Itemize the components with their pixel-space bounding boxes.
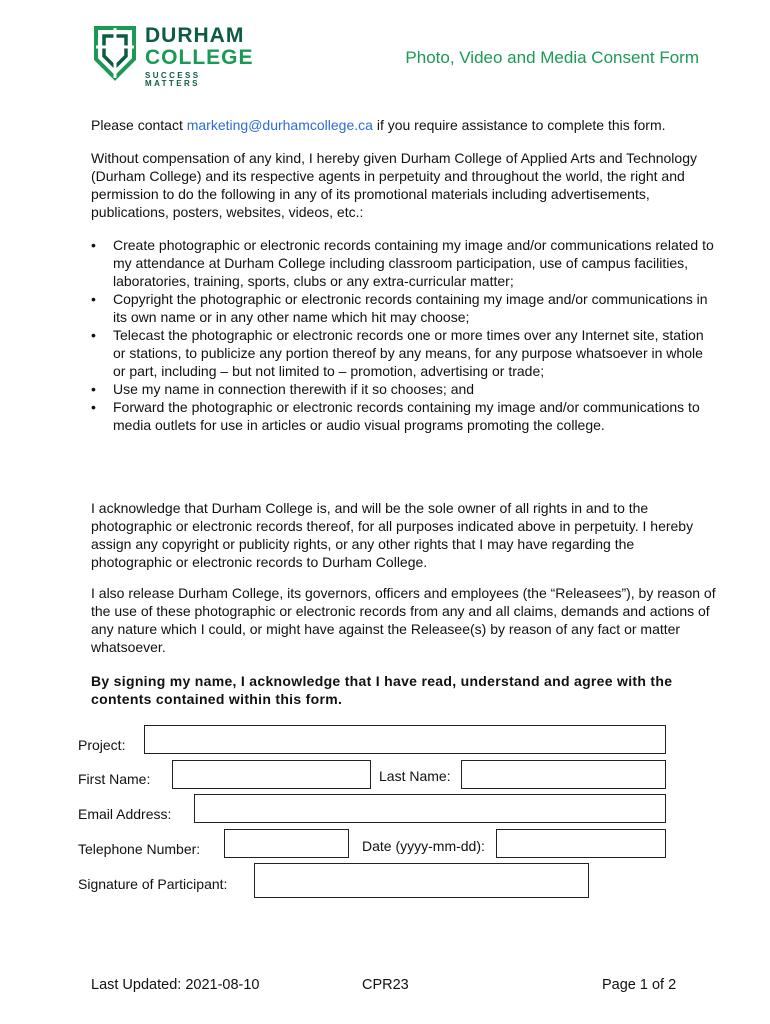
list-item: • Copyright the photographic or electronic records containing my image and/or communications in its own name or in any other name which hit may choose; [91,290,716,326]
intro-paragraph: Without compensation of any kind, I hereby given Durham College of Applied Arts and Technology (Durham College) and its respective agents in perpetuity and throughout the world, the right and permission to do the following in any of its promotional materials including advertisements, publications, posters, websites, videos, etc.: [91,150,697,220]
first-name-input[interactable] [172,760,371,789]
list-item: • Forward the photographic or electronic records containing my image and/or communications to media outlets for use in articles or audio visual programs promoting the college. [91,398,716,434]
list-item: • Create photographic or electronic records containing my image and/or communications related to my attendance at Durham College including classroom participation, use of campus facilities, laboratories, training, sports, clubs or any extra-curricular matter; [91,236,716,290]
email-input[interactable] [194,794,666,823]
date-input[interactable] [496,829,666,858]
form-title: Photo, Video and Media Consent Form [405,48,699,67]
last-name-input[interactable] [461,760,666,789]
date-label: Date (yyyy-mm-dd): [362,838,485,854]
email-label: Email Address: [78,806,172,822]
agreement-statement: By signing my name, I acknowledge that I have read, understand and agree with the contents contained within this form. [91,673,673,707]
project-input[interactable] [144,725,666,754]
shield-crest-icon [93,25,137,81]
signature-field[interactable] [254,863,589,898]
logo-word-college: COLLEGE [145,46,254,69]
contact-line [91,116,716,134]
page-number: Page 1 of 2 [602,977,677,993]
project-label: Project: [78,737,126,753]
logo-tagline: SUCCESS MATTERS [145,71,201,88]
rights-list [91,236,716,434]
release-paragraph: I also release Durham College, its governors, officers and employees (the “Releasees”), by reason of the use of these photographic or electronic records from any and all claims, demands and actions of any nature which I could, or might have against the Releasee(s) by reason of any fact or matter whatsoever. [91,585,716,655]
contact-email-link[interactable]: marketing@durhamcollege.ca [186,117,373,133]
list-item: • Use my name in connection therewith if it so chooses; and [91,380,716,398]
last-name-label: Last Name: [379,768,451,784]
durham-college-logo [93,24,254,88]
last-updated: Last Updated: 2021-08-10 [91,977,260,993]
first-name-label: First Name: [78,771,151,787]
acknowledge-paragraph: I acknowledge that Durham College is, and will be the sole owner of all rights in and to the photographic or electronic records thereof, for all purposes indicated above in perpetuity. I hereby assign any copyright or publicity rights, or any other rights that I may have regarding the photographic or electronic records to Durham College. [91,500,694,570]
contact-before: Please contact [91,117,187,133]
form-code: CPR23 [362,977,409,993]
telephone-label: Telephone Number: [78,841,201,857]
telephone-input[interactable] [224,829,349,858]
signature-label: Signature of Participant: [78,876,228,892]
contact-after: if you require assistance to complete this form. [372,117,666,133]
list-item: • Telecast the photographic or electronic records one or more times over any Internet site, station or stations, to publicize any portion thereof by any means, for any purpose whatsoever in whole or part, including – but not limited to – promotion, advertising or trade; [91,326,716,380]
logo-word-durham: DURHAM [145,24,245,47]
